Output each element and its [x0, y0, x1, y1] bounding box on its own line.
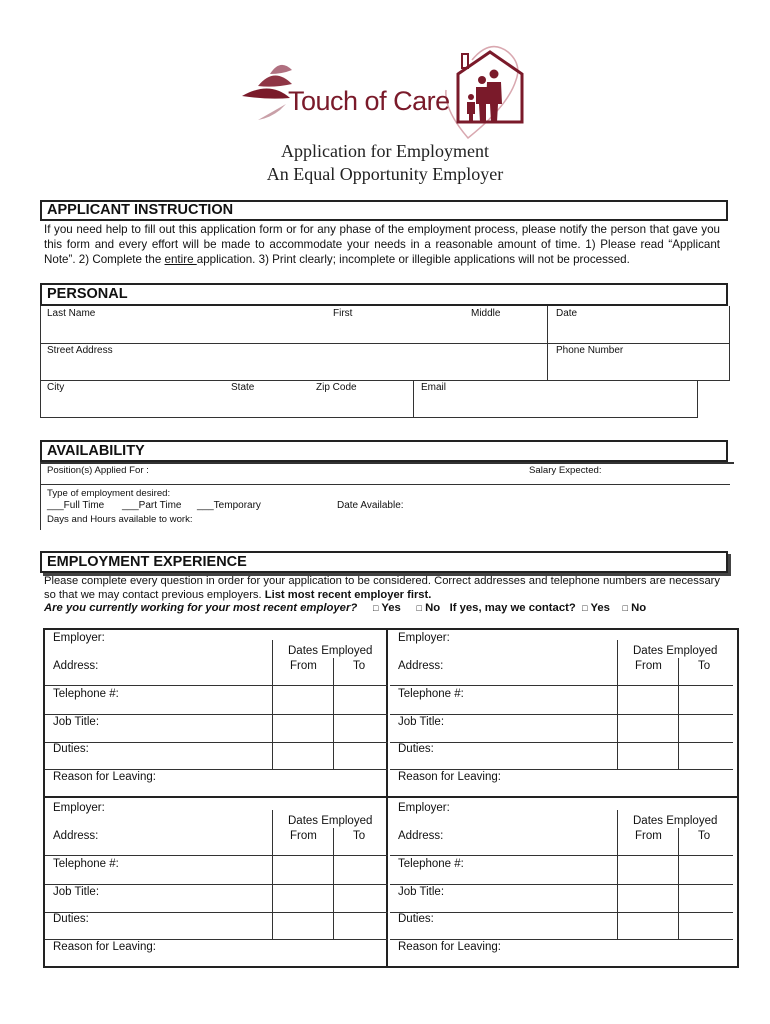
emp4-dates-employed-label: Dates Employed [633, 815, 718, 827]
emp3-from-date-field[interactable]: From [290, 830, 317, 842]
part-time-option[interactable]: ___Part Time [122, 500, 182, 511]
emp1-to-date-field[interactable]: To [353, 660, 366, 672]
current-no-checkbox[interactable]: □ [416, 603, 422, 613]
form-title: Application for Employment [281, 141, 489, 161]
contact-yes-checkbox[interactable]: □ [582, 603, 588, 613]
emp4-duties-field[interactable]: Duties: [398, 913, 434, 925]
emp1-job-title-field[interactable]: Job Title: [53, 716, 100, 728]
emp3-telephone-field[interactable]: Telephone #: [53, 858, 119, 870]
form-subtitle: An Equal Opportunity Employer [266, 164, 504, 184]
current-yes-checkbox[interactable]: □ [372, 603, 379, 613]
employer-grid [43, 628, 739, 968]
contact-no-checkbox[interactable]: □ [622, 603, 628, 613]
state-field[interactable]: State [231, 382, 255, 393]
section-heading-instruction: APPLICANT INSTRUCTION [40, 200, 728, 221]
street-address-field[interactable]: Street Address [47, 345, 113, 356]
section-heading-experience: EMPLOYMENT EXPERIENCE [40, 551, 728, 573]
days-hours-field[interactable]: Days and Hours available to work: [47, 514, 193, 525]
emp1-dates-employed-label: Dates Employed [288, 645, 373, 657]
full-time-option[interactable]: ___Full Time [47, 500, 105, 511]
middle-name-field[interactable]: Middle [471, 308, 501, 319]
first-name-field[interactable]: First [333, 308, 353, 319]
emp2-duties-field[interactable]: Duties: [398, 743, 434, 755]
positions-applied-field[interactable]: Position(s) Applied For : [47, 465, 149, 476]
emp3-to-date-field[interactable]: To [353, 830, 366, 842]
section-heading-availability: AVAILABILITY [40, 440, 728, 462]
employment-type-label: Type of employment desired: [47, 488, 171, 499]
temporary-option[interactable]: ___Temporary [197, 500, 261, 511]
emp2-dates-employed-label: Dates Employed [633, 645, 718, 657]
availability-grid [40, 462, 734, 530]
emp4-reason-leaving-field[interactable]: Reason for Leaving: [398, 941, 501, 953]
emp1-employer-field[interactable]: Employer: [53, 632, 105, 644]
emp1-address-field[interactable]: Address: [53, 660, 99, 672]
salary-expected-field[interactable]: Salary Expected: [529, 465, 602, 476]
city-field[interactable]: City [47, 382, 65, 393]
phone-number-field[interactable]: Phone Number [556, 345, 624, 356]
emp1-telephone-field[interactable]: Telephone #: [53, 688, 119, 700]
emp3-employer-field[interactable]: Employer: [53, 802, 105, 814]
zip-code-field[interactable]: Zip Code [316, 382, 357, 393]
emp2-employer-field[interactable]: Employer: [398, 632, 450, 644]
emp2-job-title-field[interactable]: Job Title: [398, 716, 445, 728]
emp1-duties-field[interactable]: Duties: [53, 743, 89, 755]
logo-text: Touch of Care [288, 86, 450, 116]
emp4-to-date-field[interactable]: To [698, 830, 711, 842]
emp1-reason-leaving-field[interactable]: Reason for Leaving: [53, 771, 156, 783]
emp2-reason-leaving-field[interactable]: Reason for Leaving: [398, 771, 501, 783]
date-field[interactable]: Date [556, 308, 578, 319]
emp2-telephone-field[interactable]: Telephone #: [398, 688, 464, 700]
last-name-field[interactable]: Last Name [47, 308, 96, 319]
current-employer-question: Are you currently working for your most recent employer? □ Yes □ No If yes, may we contact? □ Yes □ No [44, 602, 647, 614]
section-heading-personal: PERSONAL [40, 283, 728, 306]
emp4-from-date-field[interactable]: From [635, 830, 662, 842]
emp1-from-date-field[interactable]: From [290, 660, 317, 672]
date-available-field[interactable]: Date Available: [337, 500, 404, 511]
emp2-from-date-field[interactable]: From [635, 660, 662, 672]
emp3-reason-leaving-field[interactable]: Reason for Leaving: [53, 941, 156, 953]
email-field[interactable]: Email [421, 382, 447, 393]
emp4-address-field[interactable]: Address: [398, 830, 444, 842]
emp3-address-field[interactable]: Address: [53, 830, 99, 842]
emp2-address-field[interactable]: Address: [398, 660, 444, 672]
emp4-employer-field[interactable]: Employer: [398, 802, 450, 814]
experience-intro: Please complete every question in order for your application to be considered. Correct addresses and telephone numbers are necessary so that we may contact previous employers. List most recent employer first. [44, 575, 720, 601]
emp3-dates-employed-label: Dates Employed [288, 815, 373, 827]
emp4-job-title-field[interactable]: Job Title: [398, 886, 445, 898]
emp2-to-date-field[interactable]: To [698, 660, 711, 672]
emp4-telephone-field[interactable]: Telephone #: [398, 858, 464, 870]
personal-grid [40, 306, 730, 418]
emp3-duties-field[interactable]: Duties: [53, 913, 89, 925]
instruction-text: If you need help to fill out this application form or for any phase of the employment process, please notify the person that gave you this form and every effort will be made to accommodate your needs in a reasonable amount of time. 1) Please read “Applicant Note”. 2) Complete the entire application. 3) Print clearly; incomplete or illegible applications will not be processed. [44, 223, 720, 266]
emp3-job-title-field[interactable]: Job Title: [53, 886, 100, 898]
